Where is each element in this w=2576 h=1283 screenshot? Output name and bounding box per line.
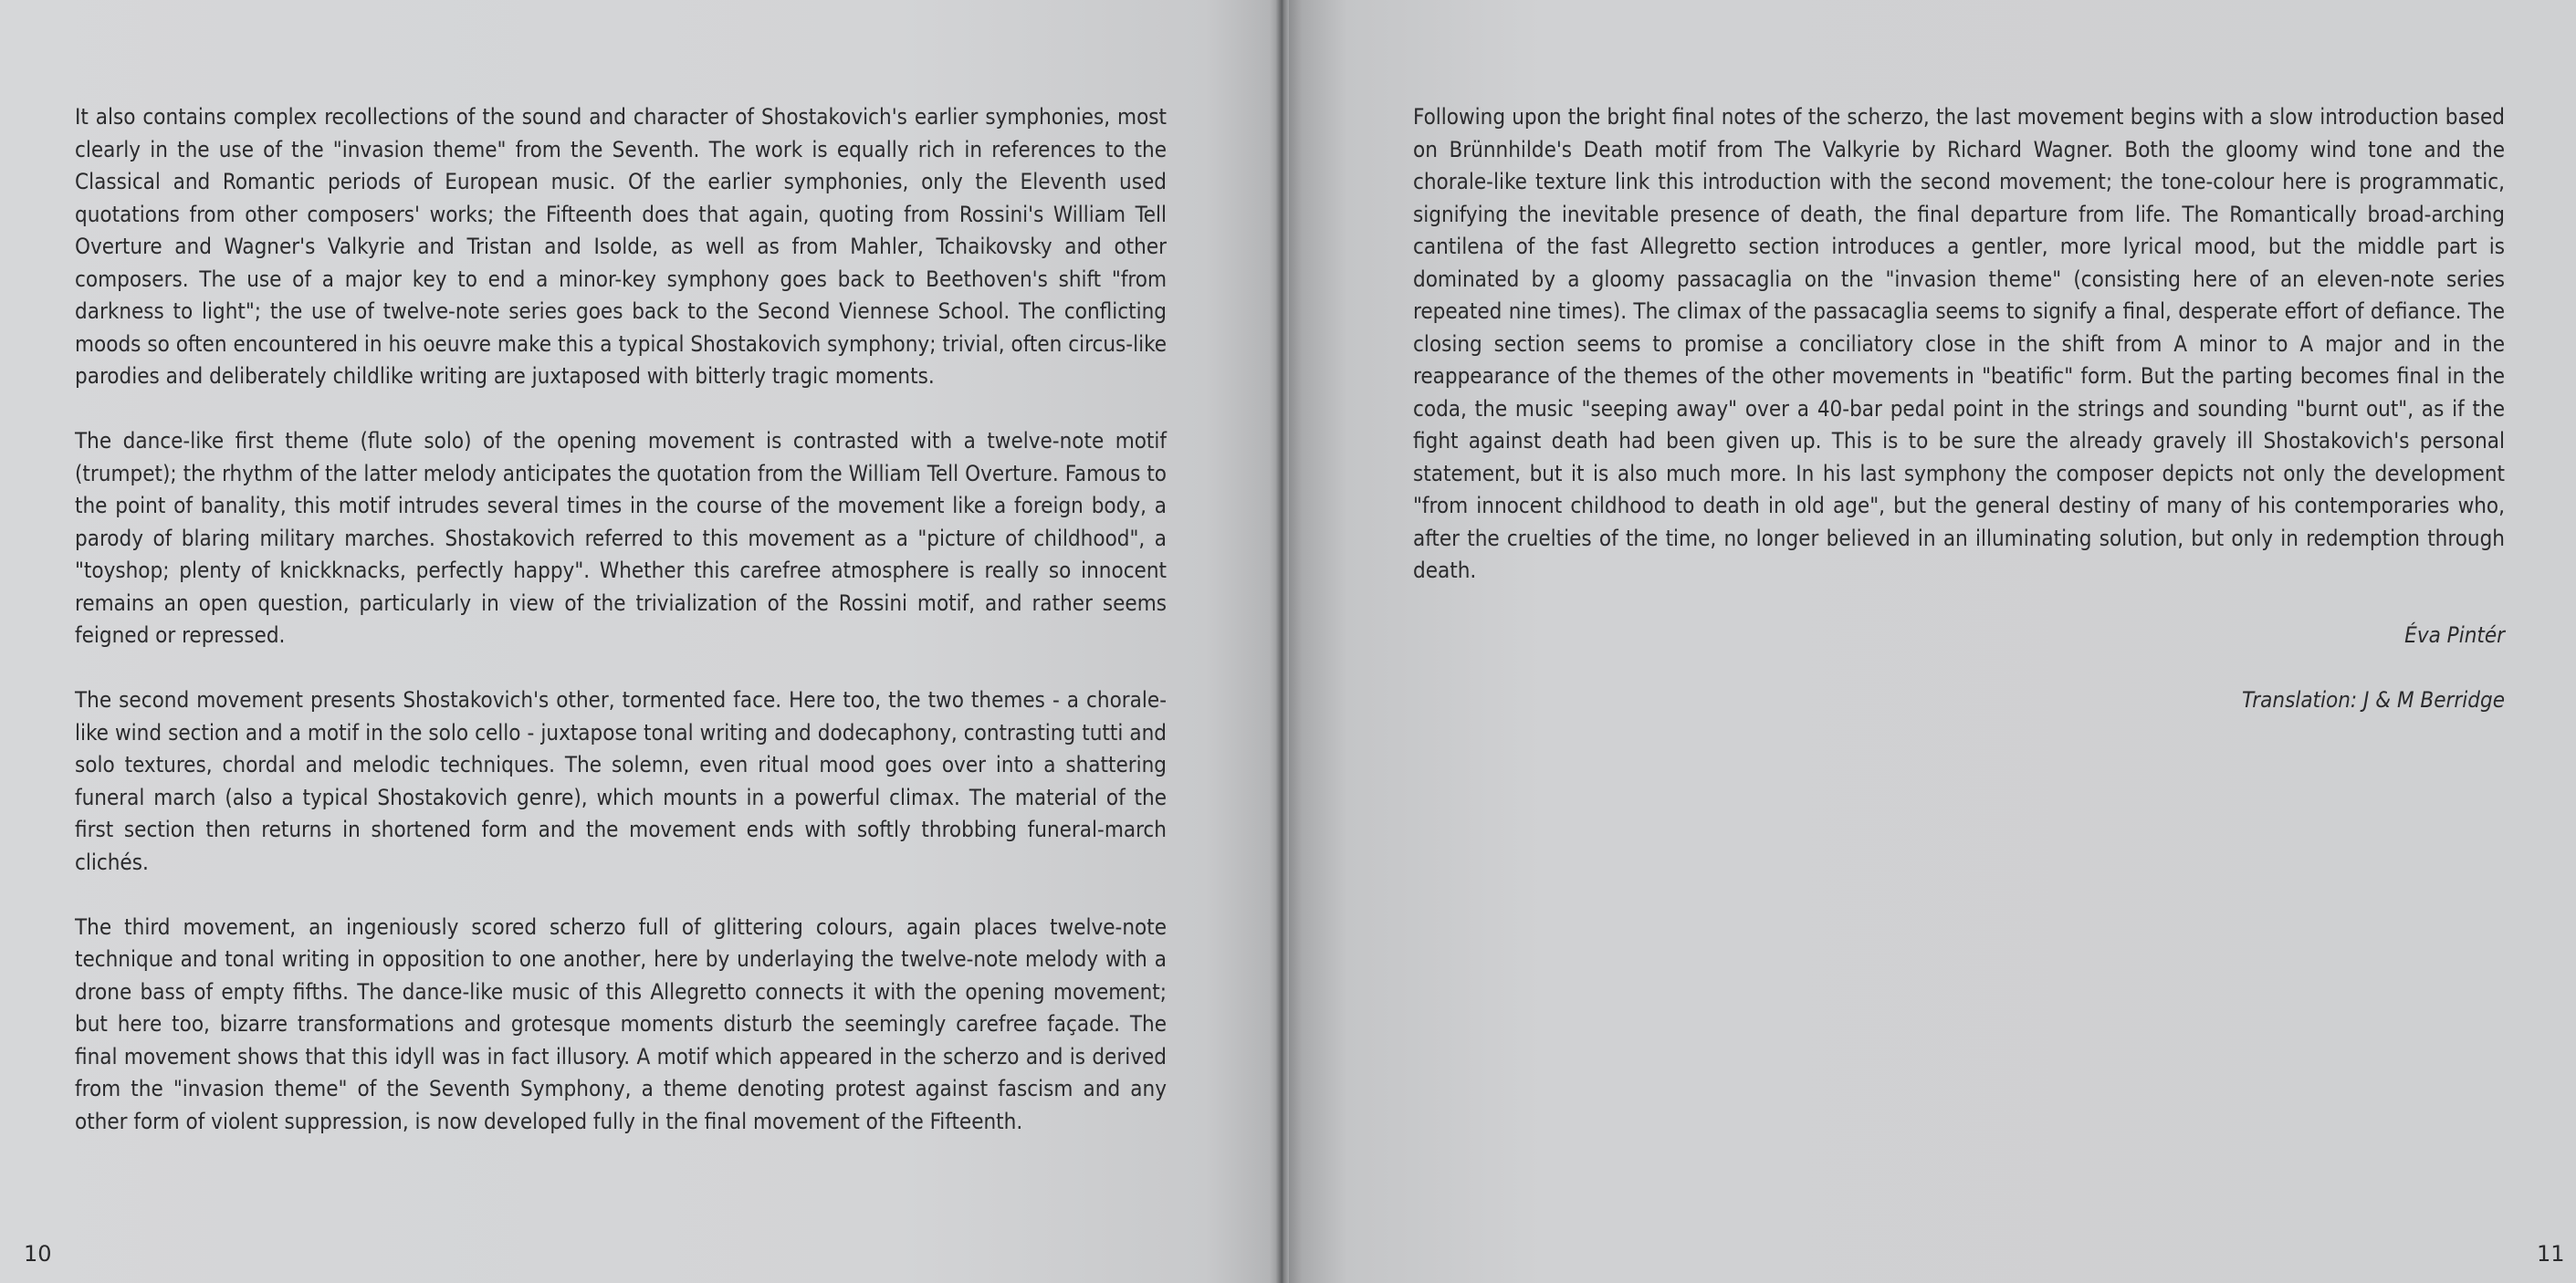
left-page xyxy=(0,0,1283,1283)
author-name: Éva Pintér xyxy=(2404,622,2505,648)
left-page-text xyxy=(75,101,1167,1171)
translation-credit: Translation: J & M Berridge xyxy=(2241,687,2505,713)
right-page-text xyxy=(1413,101,2505,749)
paragraph: The second movement presents Shostakovich's other, tormented face. Here too, the two themes - a chorale-like wind section and a motif in the solo cello - juxtapose tonal writing and dodecaphony, contrasting tutti and solo textures, chordal and melodic techniques. The solemn, even ritual mood goes over into a shattering funeral march (also a typical Shostakovich genre), which mounts in a powerful climax. The material of the first section then returns in shortened form and the movement ends with softly throbbing funeral-march clichés. xyxy=(75,687,1167,875)
book-spine xyxy=(1276,0,1289,1283)
page-number-right: 11 xyxy=(2537,1241,2565,1267)
paragraph: Following upon the bright final notes of the scherzo, the last movement begins with a slow introduction based on Brünnhilde's Death motif from The Valkyrie by Richard Wagner. Both the gloomy wind tone and the chorale-like texture link this introduction with the second movement; the tone-colour here is programmatic, signifying the inevitable presence of death, the final departure from life. The Romantically broad-arching cantilena of the fast Allegretto section introduces a gentler, more lyrical mood, but the middle part is dominated by a gloomy passacaglia on the "invasion theme" (consisting here of an eleven-note series repeated nine times). The climax of the passacaglia seems to signify a final, desperate effort of defiance. The closing section seems to promise a conciliatory close in the shift from A minor to A major and in the reappearance of the themes of the other movements in "beatific" form. But the parting becomes final in the coda, the music "seeping away" over a 40-bar pedal point in the strings and sounding "burnt out", as if the fight against death had been given up. This is to be sure the already gravely ill Shostakovich's personal statement, but it is also much more. In his last symphony the composer depicts not only the development "from innocent childhood to death in old age", but the general destiny of many of his contemporaries who, after the cruelties of the time, no longer believed in an illuminating solution, but only in redemption through death. xyxy=(1413,104,2505,583)
paragraph: The dance-like first theme (flute solo) of the opening movement is contrasted with a twelve-note motif (trumpet); the rhythm of the latter melody anticipates the quotation from the William Tell Overture. Famous to the point of banality, this motif intrudes several times in the course of the movement like a foreign body, a parody of blaring military marches. Shostakovich referred to this movement as a "picture of childhood", a "toyshop; plenty of knickknacks, perfectly happy". Whether this carefree atmosphere is really so innocent remains an open question, particularly in view of the trivialization of the Rossini motif, and rather seems feigned or repressed. xyxy=(75,428,1167,648)
paragraph: The third movement, an ingeniously scored scherzo full of glittering colours, again places twelve-note technique and tonal writing in opposition to one another, here by underlaying the twelve-note melody with a drone bass of empty fifths. The dance-like music of this Allegretto connects it with the opening movement; but here too, bizarre transformations and grotesque moments disturb the seemingly carefree façade. The final movement shows that this idyll was in fact illusory. A motif which appeared in the scherzo and is derived from the "invasion theme" of the Seventh Symphony, a theme denoting protest against fascism and any other form of violent suppression, is now developed fully in the final movement of the Fifteenth. xyxy=(75,913,1167,1134)
page-number-left: 10 xyxy=(24,1241,52,1267)
paragraph: It also contains complex recollections of the sound and character of Shostakovich's earlier symphonies, most clearly in the use of the "invasion theme" from the Seventh. The work is equally rich in references to the Classical and Romantic periods of European music. Of the earlier symphonies, only the Eleventh used quotations from other composers' works; the Fifteenth does that again, quoting from Rossini's William Tell Overture and Wagner's Valkyrie and Tristan and Isolde, as well as from Mahler, Tchaikovsky and other composers. The use of a major key to end a minor-key symphony goes back to Beethoven's shift "from darkness to light"; the use of twelve-note series goes back to the Second Viennese School. The conflicting moods so often encountered in his oeuvre make this a typical Shostakovich symphony; trivial, often circus-like parodies and deliberately childlike writing are juxtaposed with bitterly tragic moments. xyxy=(75,104,1167,389)
